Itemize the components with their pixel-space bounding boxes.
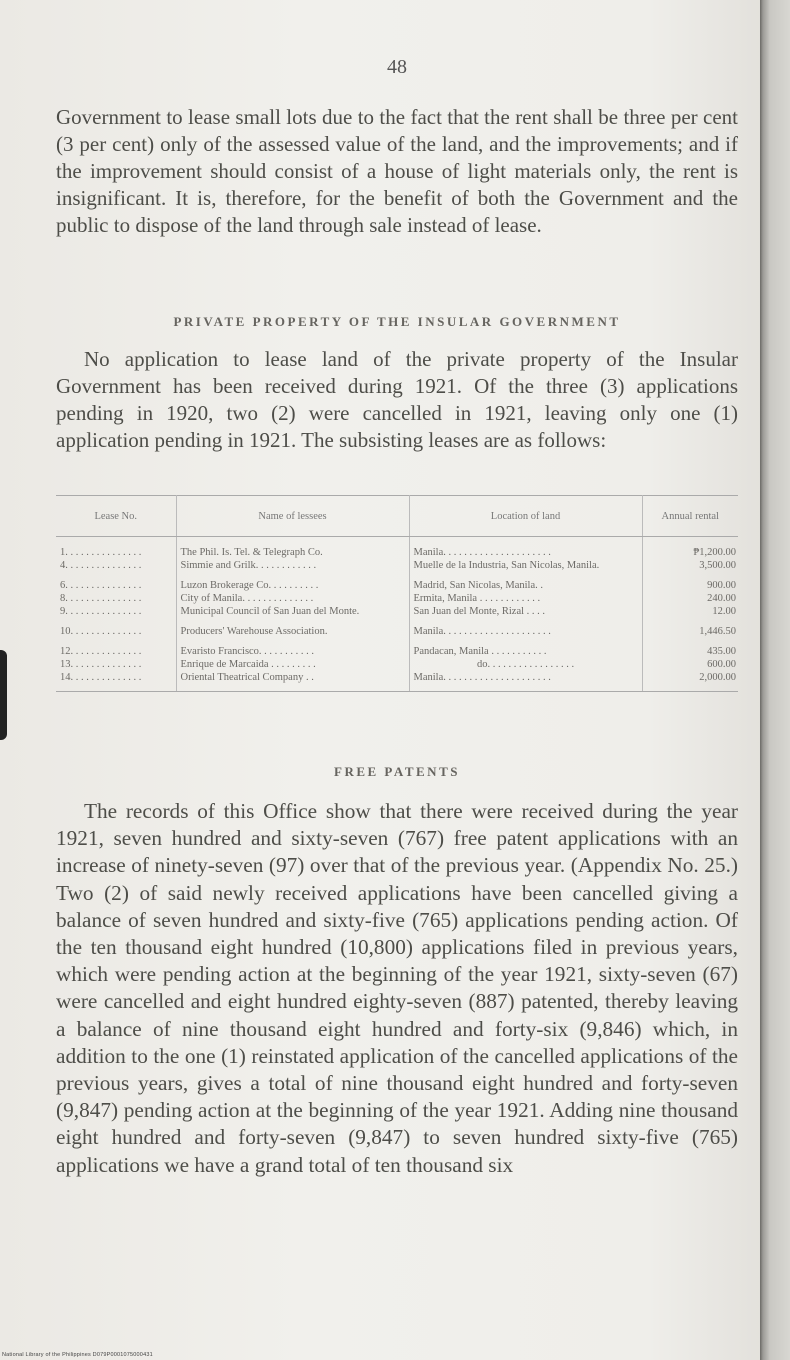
land-location: Manila. . . . . . . . . . . . . . . . . . . . .	[409, 618, 642, 638]
lease-no: 4. . . . . . . . . . . . . . .	[56, 559, 176, 572]
lease-no: 13. . . . . . . . . . . . . .	[56, 658, 176, 671]
paragraph-free-patents: The records of this Office show that there were received during the year 1921, seven hundred and sixty-seven (767) free patent applications with an increase of ninety-seven (97) over that of the previous year. (Appendix No. 25.) Two (2) of said newly received applications have been cancelled giving a balance of seven hundred and sixty-five (765) applications pending action. Of the ten thousand eight hundred (10,800) applications filed in previous years, which were pending action at the beginning of the year 1921, sixty-seven (67) were cancelled and eight hundred eighty-seven (887) patented, thereby leaving a balance of nine thousand eight hundred and forty-six (9,846) which, in addition to the one (1) reinstated application of the cancelled applications of the previous years, gives a total of nine thousand eight hundred and forty-seven (9,847) pending action at the beginning of the year 1921. Adding nine thousand eight hundred and forty-seven (9,847) to seven hundred sixty-five (765) applications we have a grand total of ten thousand six	[56, 799, 738, 1177]
paragraph-lease-rent: Government to lease small lots due to the fact that the rent shall be three per cent (3 per cent) only of the assessed value of the land, and the improvements; and if the improvement should consist of a house of light materials only, the rent is insignificant. It is, therefore, for the benefit of both the Government and the public to dispose of the land through sale instead of lease.	[56, 105, 738, 237]
lease-no: 8. . . . . . . . . . . . . . .	[56, 592, 176, 605]
table-row	[56, 559, 738, 572]
lessee-name: Municipal Council of San Juan del Monte.	[176, 605, 409, 618]
leases-table	[56, 495, 738, 692]
table-row	[56, 658, 738, 671]
scan-footer: National Library of the Philippines D079P0001075000431	[2, 1352, 153, 1358]
page-number: 48	[387, 56, 407, 78]
annual-rental: 3,500.00	[699, 560, 736, 571]
table-header-row	[56, 496, 738, 537]
land-location: Ermita, Manila . . . . . . . . . . . .	[409, 592, 642, 605]
binding-shadow	[0, 650, 7, 740]
lease-no: 9. . . . . . . . . . . . . . .	[56, 605, 176, 618]
paragraph-private-property: No application to lease land of the private property of the Insular Government has been received during 1921. Of the three (3) applications pending in 1920, two (2) were cancelled in 1921, leaving only one (1) application pending in 1921. The subsisting leases are as follows:	[56, 347, 738, 452]
table-row	[56, 605, 738, 618]
lessee-name: Oriental Theatrical Company . .	[176, 671, 409, 692]
header-location-of-land: Location of land	[409, 496, 642, 537]
lessee-name: Simmie and Grilk. . . . . . . . . . . .	[176, 559, 409, 572]
annual-rental: ₱1,200.00	[693, 547, 736, 558]
annual-rental: 2,000.00	[642, 671, 738, 692]
header-annual-rental: Annual rental	[642, 496, 738, 537]
lease-no: 12. . . . . . . . . . . . . .	[56, 638, 176, 658]
annual-rental: 1,446.50	[699, 626, 736, 637]
lease-no: 10. . . . . . . . . . . . . .	[56, 618, 176, 638]
land-location: Manila. . . . . . . . . . . . . . . . . . . . .	[409, 671, 642, 692]
land-location: Madrid, San Nicolas, Manila. .	[409, 572, 642, 592]
annual-rental: 240.00	[707, 593, 736, 604]
lessee-name: Enrique de Marcaida . . . . . . . . .	[176, 658, 409, 671]
table-row	[56, 618, 738, 638]
table-row	[56, 638, 738, 658]
table-row	[56, 572, 738, 592]
lessee-name: Luzon Brokerage Co. . . . . . . . . .	[176, 572, 409, 592]
annual-rental: 900.00	[707, 580, 736, 591]
lessee-name: The Phil. Is. Tel. & Telegraph Co.	[176, 537, 409, 560]
heading-free-patents: FREE PATENTS	[334, 764, 460, 779]
table-row	[56, 671, 738, 692]
land-location: Manila. . . . . . . . . . . . . . . . . . . . .	[409, 537, 642, 560]
land-location: San Juan del Monte, Rizal . . . .	[409, 605, 642, 618]
annual-rental: 12.00	[712, 606, 736, 617]
heading-private-property: PRIVATE PROPERTY OF THE INSULAR GOVERNMENT	[173, 314, 621, 329]
annual-rental: 435.00	[707, 646, 736, 657]
land-location: Muelle de la Industria, San Nicolas, Manila.	[409, 559, 642, 572]
annual-rental: 600.00	[707, 659, 736, 670]
lease-no: 6. . . . . . . . . . . . . . .	[56, 572, 176, 592]
page-edge	[760, 0, 790, 1360]
header-name-of-lessees: Name of lessees	[176, 496, 409, 537]
table-row	[56, 592, 738, 605]
lessee-name: City of Manila. . . . . . . . . . . . . .	[176, 592, 409, 605]
lessee-name: Evaristo Francisco. . . . . . . . . . .	[176, 638, 409, 658]
lessee-name: Producers' Warehouse Association.	[176, 618, 409, 638]
header-lease-no: Lease No.	[56, 496, 176, 537]
lease-no: 14. . . . . . . . . . . . . .	[56, 671, 176, 692]
land-location: Pandacan, Manila . . . . . . . . . . .	[409, 638, 642, 658]
land-location: do. . . . . . . . . . . . . . . . .	[409, 658, 642, 671]
table-row	[56, 537, 738, 560]
lease-no: 1. . . . . . . . . . . . . . .	[56, 537, 176, 560]
